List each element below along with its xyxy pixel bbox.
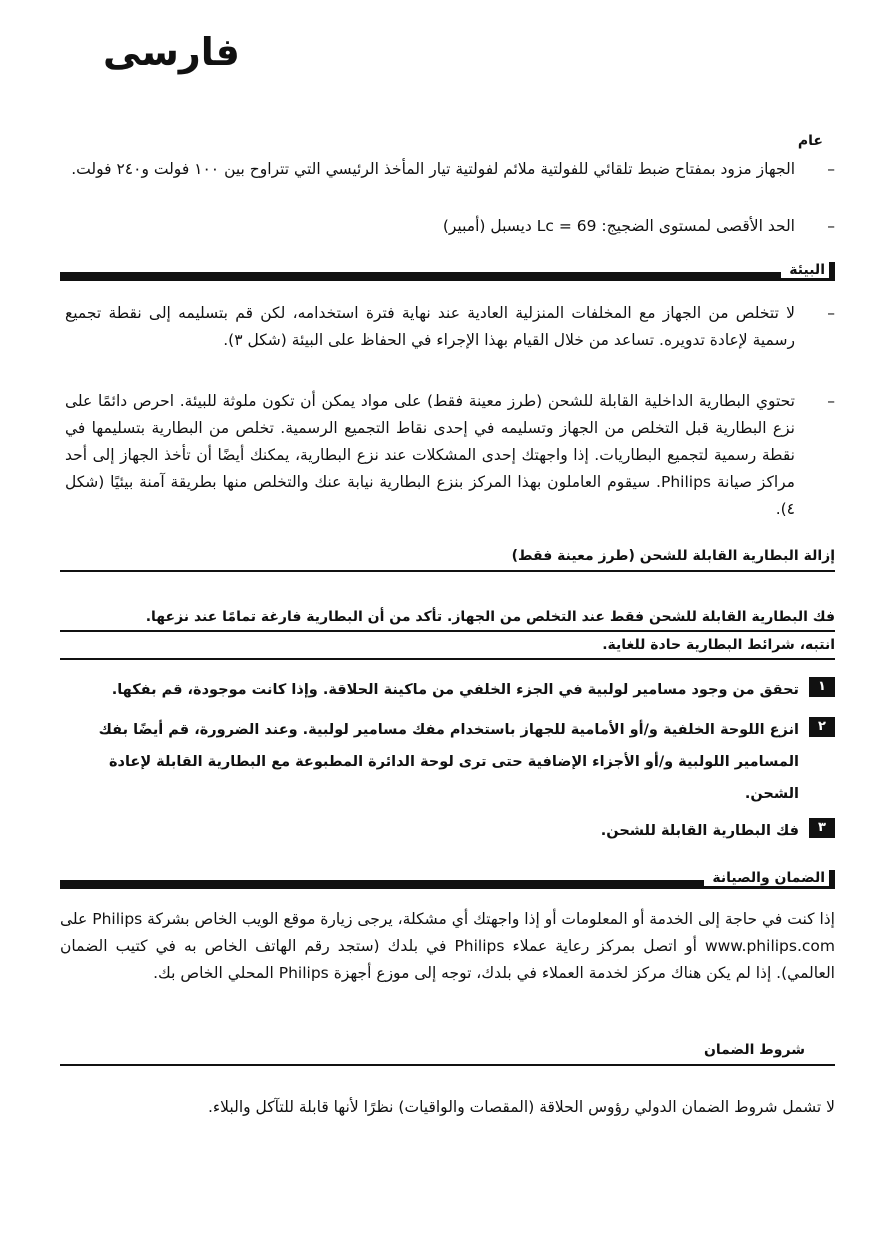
bullet-dash: – (827, 217, 835, 235)
step-number-badge: ٢ (809, 717, 835, 737)
bullet-dash: – (827, 392, 835, 410)
guarantee-terms-text: لا تشمل شروط الضمان الدولي رؤوس الحلاقة (المقصات والواقيات) نظرًا لأنها قابلة للتآكل والبلاء. (207, 1098, 835, 1116)
bullet-text: لا تتخلص من الجهاز مع المخلفات المنزلية العادية عند نهاية فترة استخدامه، لكن قم بتسليمه إلى نقطة تجميع رسمية لإعادة تدويره. تساعد من خلال القيام بهذا الإجراء في الحفاظ على البيئة (شكل ٣). (65, 304, 795, 349)
guarantee-heading: الضمان والصيانة (704, 870, 835, 886)
step-3 (60, 815, 835, 847)
bullet-dash: – (827, 304, 835, 322)
step-number-badge: ١ (809, 677, 835, 697)
bullet-text: تحتوي البطارية الداخلية القابلة للشحن (طرز معينة فقط) على مواد يمكن أن تكون ملوثة للبيئة. احرص دائمًا على نزع البطارية قبل التخلص من الجهاز وتسليمه في إحدى نقاط التجميع الرسمية. تخلص من البطارية بتسليمها في نقطة رسمية لتجميع البطاريات. إذا واجهتك إحدى المشكلات عند نزع البطارية، يمكنك أيضًا أن تأخذ الجهاز إلى أحد مراكز صيانة Philips. سيقوم العاملون بهذا المركز بنزع البطارية نيابة عنك والتخلص منها بطريقة آمنة بيئيًا (شكل ٤). (65, 392, 795, 518)
environment-section-rule (60, 262, 835, 281)
environment-bullet-2 (65, 388, 835, 523)
step-2 (60, 714, 835, 810)
battery-warnings (60, 604, 835, 660)
bullet-text: الحد الأقصى لمستوى الضجيج: Lc = 69 ديسبل (أمبير) (442, 217, 795, 235)
section-bar (60, 272, 835, 281)
step-text: انزع اللوحة الخلفية و/أو الأمامية للجهاز باستخدام مفك مسامير لولبية. وعند الضرورة، قم أيضًا بفك المسامير اللولبية و/أو الأجزاء الإضافية حتى ترى لوحة الدائرة المطبوعة مع البطارية القابلة لإعادة الشحن. (98, 722, 799, 802)
bullet-dash: – (827, 160, 835, 178)
environment-bullet-1 (65, 300, 835, 354)
environment-heading: البيئة (781, 262, 835, 278)
general-heading: عام (797, 133, 823, 149)
guarantee-terms-heading: شروط الضمان (60, 1042, 835, 1066)
step-1 (60, 674, 835, 706)
step-number-badge: ٣ (809, 818, 835, 838)
guarantee-section-rule (60, 870, 835, 889)
step-text: تحقق من وجود مسامير لولبية في الجزء الخلفي من ماكينة الحلاقة. وإذا كانت موجودة، قم بفكها. (111, 682, 799, 698)
general-bullet-2 (65, 213, 835, 240)
battery-removal-heading: إزالة البطارية القابلة للشحن (طرز معينة فقط) (60, 548, 835, 572)
warning-2: انتبه، شرائط البطارية حادة للغاية. (60, 632, 835, 660)
general-bullet-1 (65, 156, 835, 183)
step-text: فك البطارية القابلة للشحن. (600, 823, 799, 839)
bullet-text: الجهاز مزود بمفتاح ضبط تلقائي للفولتية ملائم لفولتية تيار المأخذ الرئيسي التي تتراوح بين ١٠٠ فولت و٢٤٠ فولت. (71, 160, 795, 178)
language-title: فارسی (103, 30, 240, 74)
warning-1: فك البطارية القابلة للشحن فقط عند التخلص من الجهاز. تأكد من أن البطارية فارغة تمامًا عند نزعها. (60, 604, 835, 632)
guarantee-text: إذا كنت في حاجة إلى الخدمة أو المعلومات أو إذا واجهتك أي مشكلة، يرجى زيارة موقع الويب الخاص بشركة Philips على www.philips.com أو اتصل بمركز رعاية عملاء Philips في بلدك (ستجد رقم الهاتف الخاص به في كتيب الضمان العالمي). إذا لم يكن هناك مركز لخدمة العملاء في بلدك، توجه إلى موزع أجهزة Philips المحلي الخاص بك. (60, 910, 835, 982)
